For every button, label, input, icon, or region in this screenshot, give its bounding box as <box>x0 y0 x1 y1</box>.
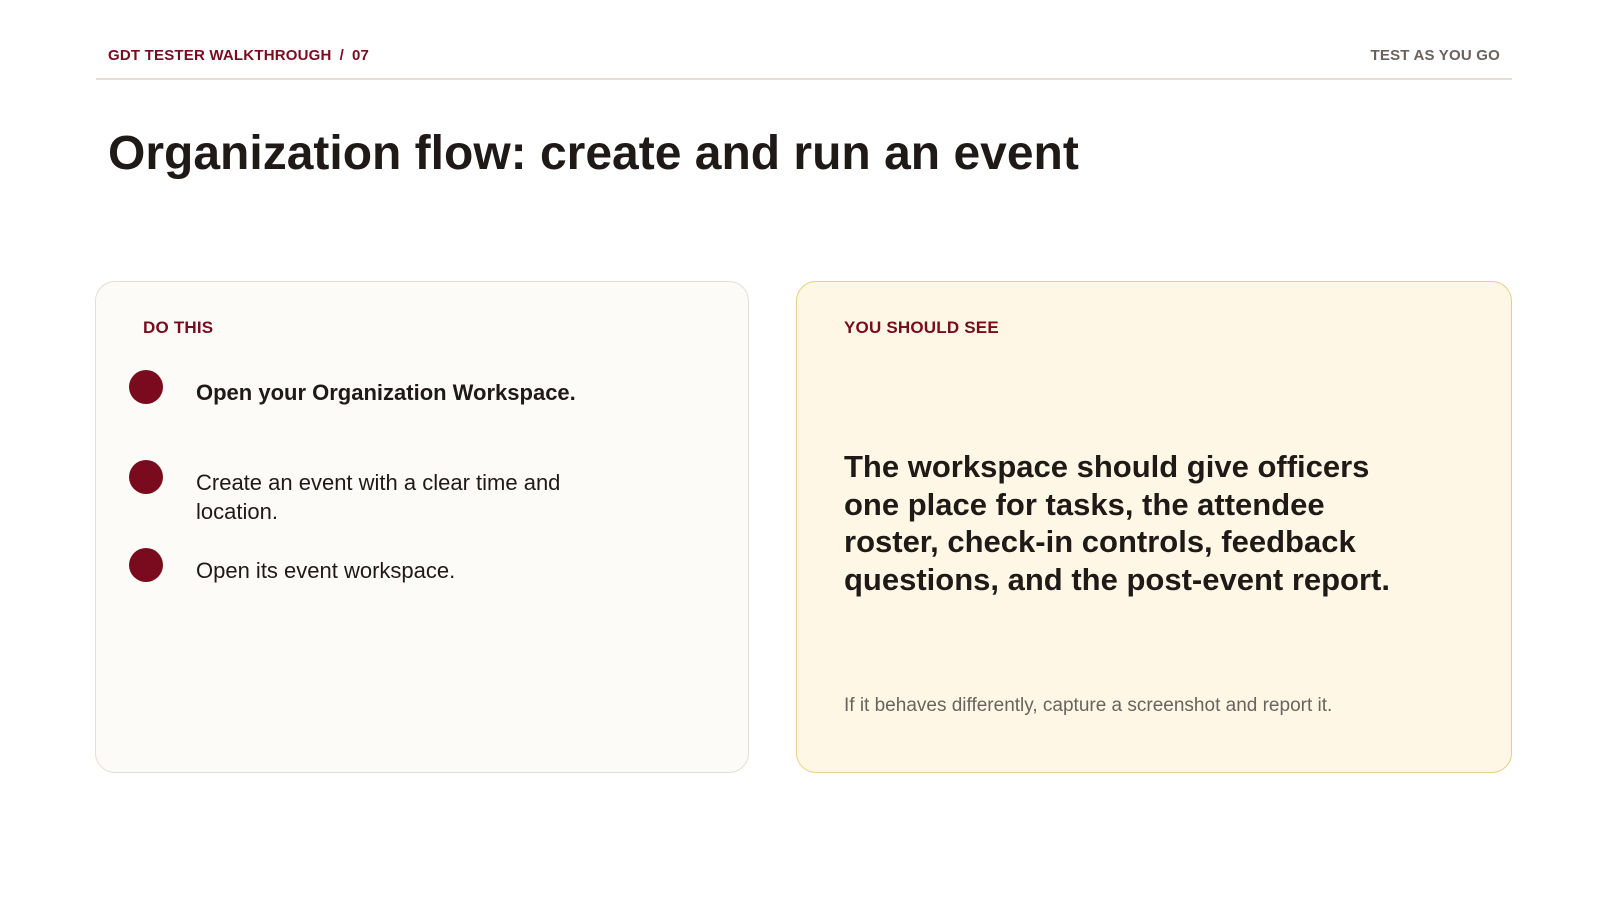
step-bullet-icon <box>129 548 163 582</box>
do-this-label: DO THIS <box>143 318 214 337</box>
expected-result-text: The workspace should give officers one place for tasks, the attendee roster, check-in controls, feedback questions, and the post-event report. <box>844 449 1390 597</box>
you-should-see-label: YOU SHOULD SEE <box>844 318 999 337</box>
page-title: Organization flow: create and run an event <box>108 127 1079 180</box>
slide-header <box>96 44 1512 80</box>
walkthrough-title: GDT TESTER WALKTHROUGH <box>108 47 332 64</box>
step-text: Open your Organization Workspace. <box>196 380 576 405</box>
step-bullet-icon <box>129 460 163 494</box>
step-3 <box>129 548 719 638</box>
report-note: If it behaves differently, capture a screenshot and report it. <box>844 695 1333 716</box>
step-text: Open its event workspace. <box>196 558 456 583</box>
step-1 <box>129 370 719 460</box>
step-bullet-icon <box>129 370 163 404</box>
header-kicker <box>108 47 369 64</box>
you-should-see-card <box>796 281 1512 773</box>
do-this-card <box>95 281 749 773</box>
header-separator: / <box>339 47 344 64</box>
header-tagline: TEST AS YOU GO <box>1370 47 1500 64</box>
step-2 <box>129 460 719 550</box>
step-text: Create an event with a clear time and location. <box>196 470 561 524</box>
slide-number: 07 <box>351 47 370 64</box>
